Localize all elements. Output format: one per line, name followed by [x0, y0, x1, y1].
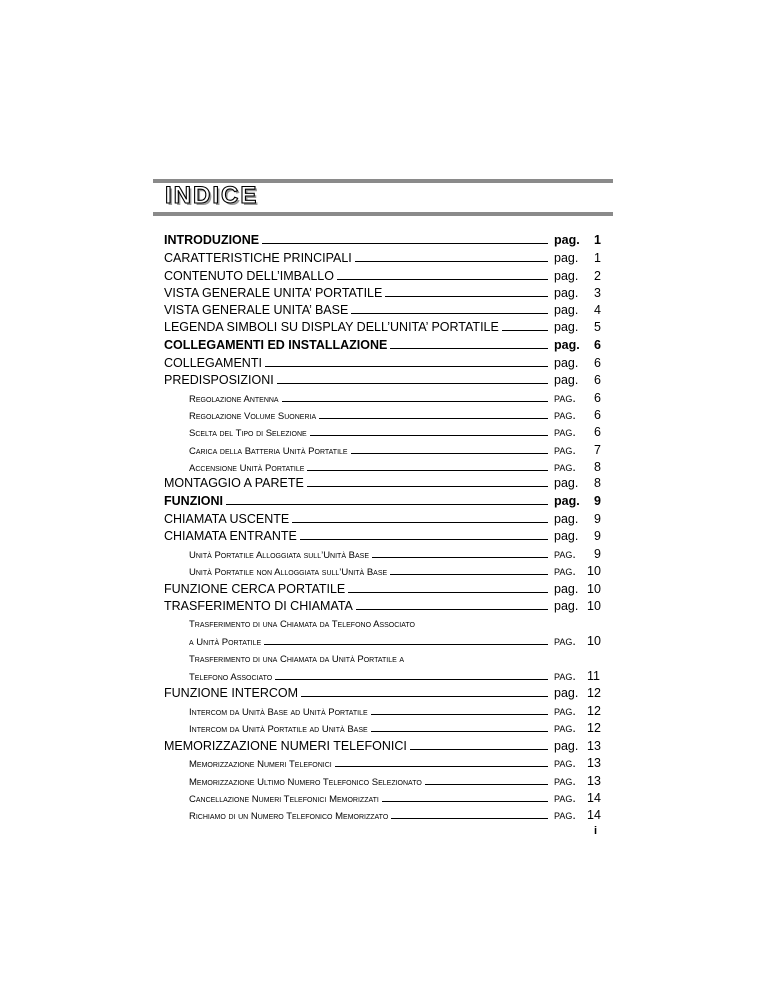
toc-entry: [189, 717, 601, 735]
toc-leader-line: [385, 295, 548, 297]
toc-entry: [189, 387, 601, 405]
toc-entry-label: LEGENDA SIMBOLI SU DISPLAY DELL’UNITA’ PORTATILE: [164, 319, 499, 334]
toc-leader-line: [319, 417, 548, 419]
toc-entry-label: Regolazione Antenna: [189, 393, 279, 405]
toc-entry-label: Cancellazione Numeri Telefonici Memorizzati: [189, 793, 379, 805]
toc-page-number: 11: [587, 668, 600, 683]
toc-page-number: 12: [587, 685, 601, 700]
toc-entry-label: Trasferimento di una Chiamata da Unità Portatile a: [189, 653, 405, 665]
toc-entry: [164, 316, 601, 334]
toc-page-label: pag.: [554, 511, 579, 526]
toc-page-number: 6: [594, 337, 601, 352]
toc-page-number: 14: [587, 807, 601, 822]
toc-leader-line: [390, 573, 548, 575]
toc-entry: [164, 369, 601, 387]
toc-entry-label: a Unità Portatile: [189, 636, 262, 648]
toc-leader-line: [335, 765, 548, 767]
toc-page-label: pag.: [554, 563, 576, 578]
toc-entry-label: Intercom da Unità Base ad Unità Portatile: [189, 706, 368, 718]
toc-page-number: 13: [587, 773, 601, 788]
toc-entry: [164, 352, 601, 370]
toc-entry-label: CARATTERISTICHE PRINCIPALI: [164, 250, 352, 265]
toc-leader-line: [265, 365, 548, 367]
toc-page-label: pag.: [554, 250, 579, 265]
toc-entry: [164, 334, 601, 352]
toc-page-number: 6: [594, 372, 601, 387]
toc-entry: [164, 229, 601, 247]
toc-leader-line: [262, 242, 548, 244]
toc-entry: [164, 525, 601, 543]
toc-page-label: pag.: [554, 685, 579, 700]
toc-page-number: 14: [587, 790, 601, 805]
toc-leader-line: [337, 278, 548, 280]
toc-page-number: 9: [594, 493, 601, 508]
toc-page-number: 5: [594, 319, 601, 334]
toc-entry: [189, 665, 600, 683]
toc-entry-label: CHIAMATA ENTRANTE: [164, 528, 297, 543]
toc-leader-line: [300, 538, 548, 540]
toc-leader-line: [502, 329, 548, 331]
toc-page-label: pag.: [554, 581, 579, 596]
toc-page-label: pag.: [554, 319, 579, 334]
toc-page-label: pag.: [554, 268, 579, 283]
toc-leader-line: [307, 469, 548, 471]
toc-entry-label: Intercom da Unità Portatile ad Unità Base: [189, 723, 368, 735]
toc-leader-line: [277, 382, 548, 384]
toc-page-number: 9: [594, 546, 601, 561]
toc-page-number: 8: [594, 459, 601, 474]
toc-leader-line: [275, 678, 548, 680]
toc-entry: [164, 735, 601, 753]
bottom-rule: [153, 212, 613, 216]
toc-entry-label: Scelta del Tipo di Selezione: [189, 427, 307, 439]
toc-entry-label: FUNZIONI: [164, 493, 224, 508]
toc-entry: [164, 490, 601, 508]
toc-leader-line: [382, 800, 548, 802]
toc-entry-label: Unità Portatile Alloggiata sull’Unità Base: [189, 549, 369, 561]
toc-page-label: pag.: [554, 598, 579, 613]
toc-leader-line: [292, 521, 548, 523]
toc-page-number: 10: [587, 598, 601, 613]
toc-page-number: 12: [587, 703, 601, 718]
toc-page-label: pag.: [554, 475, 579, 490]
toc-page-number: 3: [594, 285, 601, 300]
toc-entry: [189, 612, 553, 629]
toc-page-number: 6: [594, 390, 601, 405]
toc-leader-line: [425, 783, 548, 785]
toc-page-label: pag.: [554, 738, 579, 753]
toc-page-label: pag.: [554, 355, 579, 370]
toc-leader-line: [301, 695, 548, 697]
toc-page-number: 10: [587, 581, 601, 596]
toc-entry-label: Unità Portatile non Alloggiata sull’Unità Base: [189, 566, 388, 578]
toc-page-label: pag.: [554, 285, 579, 300]
toc-page-label: pag.: [554, 372, 579, 387]
toc-entry-label: VISTA GENERALE UNITA’ PORTATILE: [164, 285, 383, 300]
toc-entry: [189, 752, 601, 770]
toc-entry-label: Trasferimento di una Chiamata da Telefono Associato: [189, 618, 415, 630]
toc-page-label: pag.: [554, 633, 576, 648]
toc-page-label: pag.: [554, 424, 576, 439]
toc-leader-line: [372, 556, 548, 558]
toc-entry-label: PREDISPOSIZIONI: [164, 372, 274, 387]
toc-page-label: pag.: [554, 703, 576, 718]
toc-entry: [189, 543, 601, 561]
toc-entry-label: Richiamo di un Numero Telefonico Memorizzato: [189, 810, 389, 822]
toc-entry: [189, 630, 601, 648]
toc-entry: [164, 299, 601, 317]
toc-page-label: pag.: [554, 459, 576, 474]
toc-page-label: pag.: [554, 773, 576, 788]
toc-page-number: 1: [594, 232, 601, 247]
toc-page-label: pag.: [554, 493, 580, 508]
toc-entry: [164, 472, 601, 490]
toc-page-number: 10: [587, 563, 601, 578]
toc-leader-line: [351, 312, 548, 314]
toc-entry-label: VISTA GENERALE UNITA’ BASE: [164, 302, 349, 317]
toc-entry-label: CHIAMATA USCENTE: [164, 511, 290, 526]
toc-entry-label: FUNZIONE INTERCOM: [164, 685, 299, 700]
toc-page-number: 9: [594, 511, 601, 526]
toc-entry-label: TRASFERIMENTO DI CHIAMATA: [164, 598, 353, 613]
toc-entry-label: INTRODUZIONE: [164, 232, 260, 247]
toc-entry: [189, 647, 553, 664]
toc-entry: [189, 700, 601, 718]
toc-entry: [189, 787, 601, 805]
toc-entry: [189, 770, 601, 788]
toc-entry: [189, 404, 601, 422]
toc-page-number: 1: [594, 250, 601, 265]
toc-leader-line: [351, 452, 548, 454]
toc-entry-label: Carica della Batteria Unità Portatile: [189, 445, 348, 457]
toc-entry-label: COLLEGAMENTI ED INSTALLAZIONE: [164, 337, 388, 352]
toc-page-label: pag.: [554, 337, 580, 352]
toc-leader-line: [282, 400, 548, 402]
toc-page-number: 10: [587, 633, 601, 648]
page-number: i: [594, 825, 598, 837]
toc-entry-label: Regolazione Volume Suoneria: [189, 410, 317, 422]
toc-entry: [164, 247, 601, 265]
toc-page-number: 13: [587, 738, 601, 753]
toc-page-number: 13: [587, 755, 601, 770]
toc-page-label: pag.: [554, 302, 579, 317]
toc-page-number: 12: [587, 720, 601, 735]
toc-page-number: 6: [594, 407, 601, 422]
toc-leader-line: [371, 730, 548, 732]
toc-page-label: pag.: [554, 720, 576, 735]
toc-page-number: 6: [594, 424, 601, 439]
page-title: INDICE: [165, 182, 259, 209]
toc-page-label: pag.: [554, 390, 576, 405]
toc-page-label: pag.: [554, 232, 580, 247]
toc-page-number: 2: [594, 268, 601, 283]
toc-entry: [189, 421, 601, 439]
toc-leader-line: [355, 260, 548, 262]
toc-entry: [164, 578, 601, 596]
toc-leader-line: [410, 748, 548, 750]
toc-page-label: pag.: [554, 546, 576, 561]
toc-entry: [164, 595, 601, 613]
toc-entry: [164, 508, 601, 526]
toc-page-label: pag.: [554, 755, 576, 770]
toc-entry: [164, 282, 601, 300]
toc-entry: [189, 456, 601, 474]
toc-entry: [164, 682, 601, 700]
toc-entry: [189, 560, 601, 578]
toc-leader-line: [310, 434, 548, 436]
toc-page-number: 8: [594, 475, 601, 490]
toc-entry-label: COLLEGAMENTI: [164, 355, 262, 370]
toc-leader-line: [390, 347, 548, 349]
toc-entry: [164, 265, 601, 283]
toc-page-number: 6: [594, 355, 601, 370]
toc-page-label: pag.: [554, 790, 576, 805]
toc-entry-label: MEMORIZZAZIONE NUMERI TELEFONICI: [164, 738, 407, 753]
toc-entry-label: Accensione Unità Portatile: [189, 462, 305, 474]
toc-page-number: 7: [594, 442, 601, 457]
toc-page-label: pag.: [554, 407, 576, 422]
toc-entry-label: CONTENUTO DELL’IMBALLO: [164, 268, 334, 283]
toc-page-number: 9: [594, 528, 601, 543]
toc-entry: [189, 804, 601, 822]
toc-entry-label: Memorizzazione Numeri Telefonici: [189, 758, 332, 770]
toc-page-label: pag.: [554, 807, 576, 822]
toc-leader-line: [371, 713, 548, 715]
toc-leader-line: [307, 485, 548, 487]
toc-leader-line: [391, 817, 548, 819]
toc-leader-line: [226, 503, 548, 505]
toc-leader-line: [356, 608, 548, 610]
toc-page-label: pag.: [554, 668, 576, 683]
toc-entry-label: FUNZIONE CERCA PORTATILE: [164, 581, 346, 596]
toc-page-label: pag.: [554, 442, 576, 457]
toc-leader-line: [348, 591, 548, 593]
toc-entry: [189, 439, 601, 457]
toc-entry-label: Memorizzazione Ultimo Numero Telefonico Selezionato: [189, 776, 422, 788]
toc-entry-label: Telefono Associato: [189, 671, 273, 683]
toc-entry-label: MONTAGGIO A PARETE: [164, 475, 304, 490]
toc-page-number: 4: [594, 302, 601, 317]
toc-page-label: pag.: [554, 528, 579, 543]
toc-leader-line: [264, 643, 548, 645]
